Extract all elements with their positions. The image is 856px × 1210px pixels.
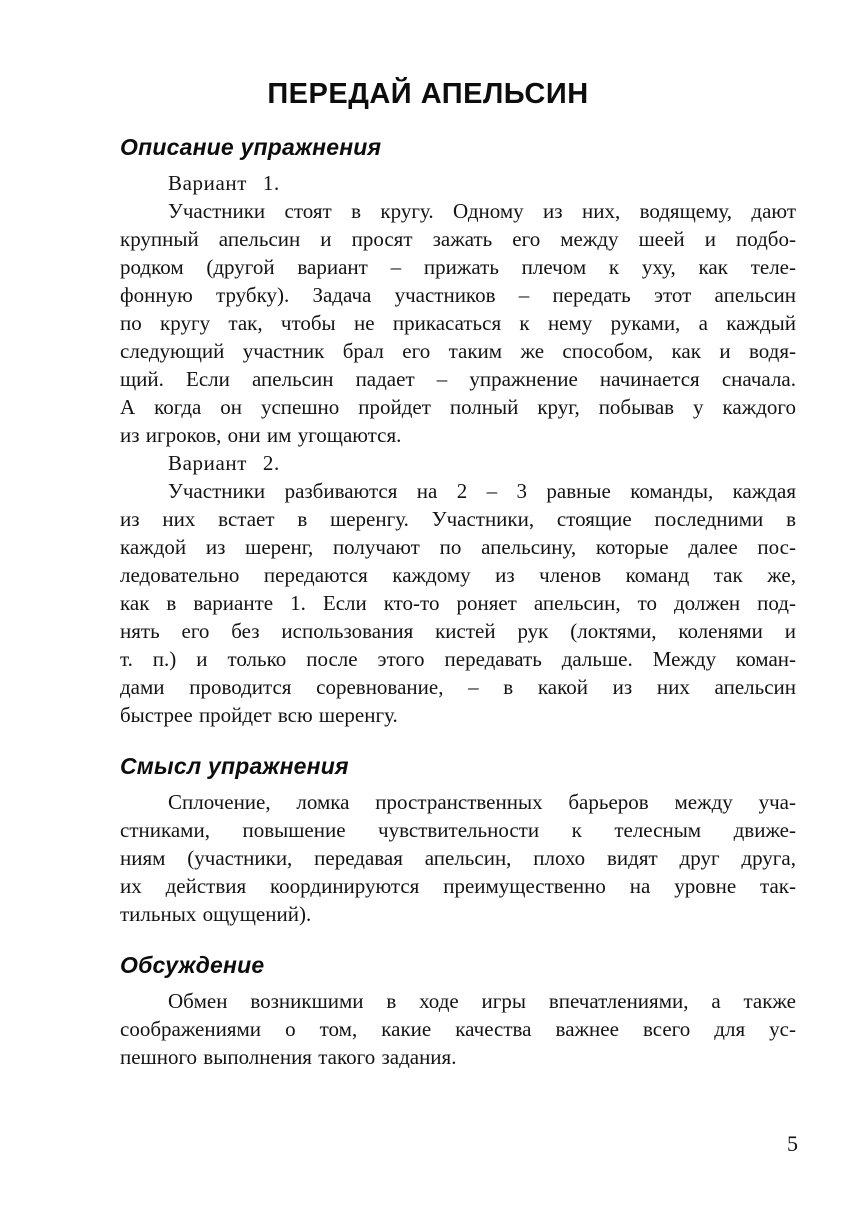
text-line: как в варианте 1. Если кто-то роняет апельсин, то должен под-	[120, 591, 796, 615]
text-line: быстрее пройдет всю шеренгу.	[120, 703, 398, 727]
text-line: родком (другой вариант – прижать плечом к уху, как теле-	[120, 255, 796, 279]
text-line: соображениями о том, какие качества важнее всего для ус-	[120, 1017, 796, 1041]
text-line: дами проводится соревнование, – в какой из них апельсин	[120, 675, 796, 699]
text-line: тильных ощущений).	[120, 902, 312, 926]
section-heading-description: Описание упражнения	[120, 134, 382, 160]
section-heading-discussion: Обсуждение	[120, 952, 265, 978]
section-heading-meaning: Смысл упражнения	[120, 753, 349, 779]
page-number: 5	[787, 1131, 798, 1156]
text-line: Обмен возникшими в ходе игры впечатлениями, а также	[168, 989, 796, 1013]
text-line: пешного выполнения такого задания.	[120, 1045, 457, 1069]
variant-1-label: Вариант 1.	[168, 171, 280, 195]
page-title: ПЕРЕДАЙ АПЕЛЬСИН	[267, 78, 589, 110]
text-line: Участники стоят в кругу. Одному из них, водящему, дают	[168, 199, 796, 223]
text-line: фонную трубку). Задача участников – передать этот апельсин	[120, 283, 796, 307]
text-line: их действия координируются преимущественно на уровне так-	[120, 874, 796, 898]
text-line: Участники разбиваются на 2 – 3 равные команды, каждая	[168, 479, 796, 503]
text-line: стниками, повышение чувствительности к телесным движе-	[120, 818, 796, 842]
text-line: крупный апельсин и просят зажать его между шеей и подбо-	[120, 227, 796, 251]
paragraph-meaning	[120, 788, 796, 928]
text-line: каждой из шеренг, получают по апельсину, которые далее пос-	[120, 535, 796, 559]
text-line: нять его без использования кистей рук (локтями, коленями и	[120, 619, 796, 643]
variant-2-label: Вариант 2.	[168, 451, 280, 475]
text-line: следующий участник брал его таким же способом, как и водя-	[120, 339, 796, 363]
text-line: из них встает в шеренгу. Участники, стоящие последними в	[120, 507, 796, 531]
text-line: из игроков, они им угощаются.	[120, 423, 402, 447]
paragraph-variant-1	[120, 197, 796, 449]
page-content	[120, 134, 796, 1071]
paragraph-variant-2	[120, 477, 796, 729]
text-line: ниям (участники, передавая апельсин, плохо видят друг друга,	[120, 846, 796, 870]
paragraph-discussion	[120, 987, 796, 1071]
text-line: А когда он успешно пройдет полный круг, побывав у каждого	[120, 395, 796, 419]
text-line: по кругу так, чтобы не прикасаться к нему руками, а каждый	[120, 311, 796, 335]
text-line: Сплочение, ломка пространственных барьеров между уча-	[168, 790, 796, 814]
text-line: щий. Если апельсин падает – упражнение начинается сначала.	[120, 367, 796, 391]
text-line: т. п.) и только после этого передавать дальше. Между коман-	[120, 647, 796, 671]
text-line: ледовательно передаются каждому из членов команд так же,	[120, 563, 796, 587]
